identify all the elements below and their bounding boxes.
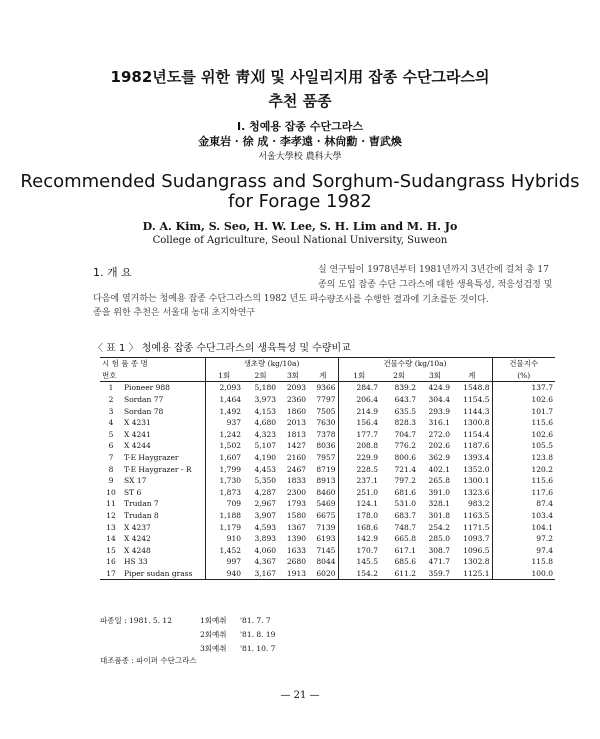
table-row <box>100 510 555 522</box>
title-line-1: 1982년도를 위한 靑刈 및 사일리지用 잡종 수단그라스의 <box>110 68 490 86</box>
cut-2-date: '81. 8. 19 <box>240 630 276 639</box>
table-cell: 6193 <box>316 534 336 544</box>
table-cell: Trudan 7 <box>124 499 159 509</box>
table-cell: 1154.5 <box>463 395 490 405</box>
table-row <box>100 498 555 510</box>
table-cell: X 4244 <box>124 441 151 451</box>
table-row <box>100 394 555 406</box>
table-cell: 683.7 <box>394 511 416 521</box>
table-cell: 168.6 <box>338 521 380 533</box>
table-cell: 997 <box>205 556 243 568</box>
table-cell: 1913 <box>278 568 308 580</box>
table-row <box>100 556 555 568</box>
table-cell: 7505 <box>316 406 336 416</box>
table-cell: 8719 <box>316 464 336 474</box>
table-cell: 2160 <box>286 453 306 463</box>
table-cell: 2360 <box>286 395 306 405</box>
table-cell: 7378 <box>316 429 336 439</box>
table-cell: 285.0 <box>428 534 450 544</box>
table-row <box>100 417 555 429</box>
table-cell: 402.1 <box>428 464 450 474</box>
table-cell: 293.9 <box>428 406 450 416</box>
table-cell: 206.4 <box>338 394 380 406</box>
header-variety: 시 험 품 종 명 <box>100 358 205 370</box>
table-cell: 1367 <box>286 522 306 532</box>
table-row <box>100 545 555 557</box>
table-cell: 1323.6 <box>463 487 490 497</box>
table-cell: 115.6 <box>492 417 555 429</box>
english-title-line-1: Recommended Sudangrass and Sorghum-Sudangrass Hybrids <box>20 171 580 192</box>
table-cell: 1,464 <box>205 394 243 406</box>
table-cell: 1125.1 <box>452 568 492 580</box>
table-cell: 115.8 <box>492 556 555 568</box>
table-cell: 10 <box>106 487 116 497</box>
table-row <box>100 429 555 441</box>
table-cell: 1833 <box>286 476 306 486</box>
table-cell: 137.7 <box>492 382 555 394</box>
table-row <box>100 568 555 580</box>
table-cell: X 4231 <box>124 418 151 428</box>
table-cell: T-E Haygrazer <box>124 453 179 463</box>
table-cell: 1,242 <box>205 429 243 441</box>
table-cell: 531.0 <box>394 499 416 509</box>
part-title: I. 청예용 잡종 수단그라스 <box>236 120 364 133</box>
table-cell: 7145 <box>316 545 336 555</box>
table-row <box>100 475 555 487</box>
table-cell: 102.6 <box>492 429 555 441</box>
header-dry-cut-2: 2회 <box>380 370 418 382</box>
table-cell: 115.6 <box>492 475 555 487</box>
english-title-line-2: for Forage 1982 <box>228 191 372 212</box>
table-cell: 6 <box>108 441 114 451</box>
table-cell: 1633 <box>286 545 306 555</box>
table-cell: 7139 <box>316 522 336 532</box>
table-cell: 1793 <box>286 499 306 509</box>
table-cell: 9 <box>108 476 114 486</box>
table-cell: 1580 <box>286 511 306 521</box>
table-cell: Piper sudan grass <box>122 568 205 580</box>
table-cell: 102.6 <box>492 394 555 406</box>
table-cell: 4,453 <box>254 464 276 474</box>
table-cell: 709 <box>205 498 243 510</box>
header-cut-2: 2회 <box>243 370 278 382</box>
table-cell: 1300.8 <box>463 418 490 428</box>
table-cell: 170.7 <box>338 545 380 557</box>
table-cell: 3,167 <box>243 568 278 580</box>
table-cell: 9366 <box>316 383 336 393</box>
table-cell: 202.6 <box>428 441 450 451</box>
affiliation-korean: 서울大學校 農科大學 <box>258 152 342 162</box>
table-cell: 362.9 <box>428 453 450 463</box>
table-cell: Sordan 78 <box>124 406 164 416</box>
header-total: 계 <box>308 370 338 382</box>
table-cell: 14 <box>106 534 116 544</box>
header-number: 번호 <box>100 370 122 382</box>
table-cell: 4,190 <box>254 453 276 463</box>
table-cell: 178.0 <box>338 510 380 522</box>
table-cell: 177.7 <box>338 429 380 441</box>
header-cut-3: 3회 <box>278 370 308 382</box>
table-cell: 5,180 <box>254 383 276 393</box>
cut-1-label: 1회예취 <box>200 616 227 625</box>
table-row <box>100 440 555 452</box>
table-cell: 8036 <box>316 441 336 451</box>
table-cell: 748.7 <box>394 522 416 532</box>
table-cell: 1096.5 <box>463 545 490 555</box>
table-cell: 471.7 <box>428 557 450 567</box>
table-cell: 4,287 <box>254 487 276 497</box>
table-cell: 1,730 <box>205 475 243 487</box>
table-header-row-1 <box>100 358 555 370</box>
header-dry-total: 계 <box>452 370 492 382</box>
table-cell: X 4237 <box>124 522 151 532</box>
table-row <box>100 487 555 499</box>
table-cell: 424.9 <box>428 383 450 393</box>
header-cut-1: 1회 <box>205 370 243 382</box>
table-cell: 1352.0 <box>463 464 490 474</box>
table-cell: 2,093 <box>205 382 243 394</box>
table-cell: 15 <box>106 545 116 555</box>
table-row <box>100 521 555 533</box>
table-cell: 100.0 <box>492 568 555 580</box>
table-cell: 1300.1 <box>463 476 490 486</box>
table-cell: 1,607 <box>205 452 243 464</box>
table-cell: 1093.7 <box>463 534 490 544</box>
table-cell: 4,060 <box>254 545 276 555</box>
table-cell: 6675 <box>316 511 336 521</box>
table-cell: 828.3 <box>394 418 416 428</box>
table-cell: 910 <box>205 533 243 545</box>
table-cell: 316.1 <box>428 418 450 428</box>
table-cell: 13 <box>106 522 116 532</box>
table-cell: 1,188 <box>205 510 243 522</box>
table-cell: 328.1 <box>428 499 450 509</box>
table-cell: 7957 <box>316 453 336 463</box>
table-cell: 154.2 <box>338 568 380 580</box>
cut-2-label: 2회예취 <box>200 630 227 639</box>
table-cell: 304.4 <box>428 395 450 405</box>
affiliation-english: College of Agriculture, Seoul National University, Suweon <box>152 235 448 246</box>
table-row <box>100 463 555 475</box>
table-cell: 2300 <box>286 487 306 497</box>
header-dry-yield: 건물수량 (kg/10a) <box>338 358 492 370</box>
table-cell: 1,873 <box>205 487 243 499</box>
table-cell: 1302.8 <box>463 557 490 567</box>
table-cell: X 4248 <box>124 545 151 555</box>
table-cell: 12 <box>106 511 116 521</box>
table-cell: 1,799 <box>205 463 243 475</box>
table-row <box>100 452 555 464</box>
table-cell: 643.7 <box>394 395 416 405</box>
table-cell: 704.7 <box>394 429 416 439</box>
table-cell: 940 <box>205 568 243 580</box>
table-cell: 4 <box>108 418 114 428</box>
table-cell: 16 <box>106 557 116 567</box>
table-cell: 2013 <box>286 418 306 428</box>
sowing-date: 파종일 : 1981. 5. 12 <box>100 616 172 625</box>
table-cell: 2467 <box>286 464 306 474</box>
page-number: — 21 — <box>280 690 320 701</box>
table-cell: 2093 <box>286 383 306 393</box>
table-cell: 301.8 <box>428 511 450 521</box>
table-cell: 2,967 <box>254 499 276 509</box>
table-cell: 797.2 <box>394 476 416 486</box>
table-cell: 391.0 <box>428 487 450 497</box>
table-cell: 611.2 <box>380 568 418 580</box>
table-cell: 1187.6 <box>463 441 490 451</box>
table-cell: Sordan 77 <box>124 395 164 405</box>
table-row <box>100 533 555 545</box>
table-cell: 617.1 <box>394 545 416 555</box>
table-cell: 97.4 <box>492 545 555 557</box>
title-line-2: 추천 품종 <box>268 92 332 110</box>
table-cell: 97.2 <box>492 533 555 545</box>
table-cell: 4,367 <box>254 557 276 567</box>
table-cell: 105.5 <box>492 440 555 452</box>
table-cell: 1163.5 <box>463 511 490 521</box>
table-cell: 7797 <box>316 395 336 405</box>
table-cell: 2680 <box>286 557 306 567</box>
table-cell: 800.6 <box>394 453 416 463</box>
table-cell: 1,179 <box>205 521 243 533</box>
table-cell: 8044 <box>316 557 336 567</box>
cut-1-date: '81. 7. 7 <box>240 616 271 625</box>
table-cell: 156.4 <box>338 417 380 429</box>
table-cell: 983.2 <box>468 499 490 509</box>
header-dry-index: 건물지수 <box>492 358 555 370</box>
table-cell: 3 <box>108 406 114 416</box>
header-fresh-yield: 생초량 (kg/10a) <box>205 358 338 370</box>
table-cell: 685.6 <box>394 557 416 567</box>
table-cell: 3,907 <box>254 511 276 521</box>
table-caption: 〈 표 1 〉 청예용 잡종 수단그라스의 생육특성 및 수량비교 <box>93 343 351 354</box>
table-cell: 8460 <box>316 487 336 497</box>
table-cell: 87.4 <box>492 498 555 510</box>
table-cell: 272.0 <box>428 429 450 439</box>
table-cell: ST 6 <box>124 487 142 497</box>
table-cell: 1171.5 <box>463 522 490 532</box>
table-row <box>100 405 555 417</box>
table-cell: 4,680 <box>254 418 276 428</box>
table-cell: 635.5 <box>394 406 416 416</box>
table-cell: 254.2 <box>428 522 450 532</box>
table-cell: 1860 <box>286 406 306 416</box>
table-cell: Trudan 8 <box>124 511 159 521</box>
table-cell: 1548.8 <box>463 383 490 393</box>
table-cell: 120.2 <box>492 463 555 475</box>
table-cell: 1,502 <box>205 440 243 452</box>
table-cell: X 4242 <box>124 534 151 544</box>
table-cell: 5 <box>108 429 114 439</box>
table-cell: 124.1 <box>338 498 380 510</box>
table-cell: X 4241 <box>124 429 151 439</box>
table-notes <box>100 614 275 656</box>
table-cell: 4,593 <box>254 522 276 532</box>
table-cell: 665.8 <box>394 534 416 544</box>
table-cell: 3,973 <box>254 395 276 405</box>
table-cell: 214.9 <box>338 405 380 417</box>
table-cell: 681.6 <box>394 487 416 497</box>
table-cell: 101.7 <box>492 405 555 417</box>
table-cell: 1813 <box>286 429 306 439</box>
table-cell: 1144.3 <box>463 406 490 416</box>
table-cell: 7630 <box>316 418 336 428</box>
table-cell: 1390 <box>286 534 306 544</box>
table-cell: 359.7 <box>418 568 452 580</box>
table-cell: 6020 <box>308 568 338 580</box>
table-header-row-2 <box>100 370 555 382</box>
table-cell: 142.9 <box>338 533 380 545</box>
table-cell: 229.9 <box>338 452 380 464</box>
table-cell: 5,107 <box>254 441 276 451</box>
yield-table <box>100 357 555 580</box>
table-cell: 123.8 <box>492 452 555 464</box>
section-heading: 1. 개 요 <box>93 266 132 279</box>
table-cell: 776.2 <box>394 441 416 451</box>
intro-paragraph-right: 실 연구팀이 1978년부터 1981년까지 3년간에 걸쳐 총 17종의 도입 잡종 수단 그라스에 대한 생육특성, 적응성검정 및 수량조사를 수행한 결과에 기초를둔 것이다. <box>318 265 553 305</box>
table-cell: 1393.4 <box>463 453 490 463</box>
table-cell: 8913 <box>316 476 336 486</box>
control-variety-note: 대조품종 : 파이퍼 수단그라스 <box>100 656 197 665</box>
table-cell: 17 <box>100 568 122 580</box>
table-cell: 237.1 <box>338 475 380 487</box>
table-cell: 3,893 <box>254 534 276 544</box>
intro-paragraph-left: 다음에 열거하는 청예용 잡종 수단그라스의 1982 년도 파종을 위한 추천은 서울대 농대 초지학연구 <box>93 294 319 318</box>
table-cell: 839.2 <box>394 383 416 393</box>
table-cell: 208.8 <box>338 440 380 452</box>
header-percent: (%) <box>492 370 555 382</box>
table-cell: 7 <box>108 453 114 463</box>
table-cell: 284.7 <box>338 382 380 394</box>
table-cell: 4,323 <box>254 429 276 439</box>
table-cell: 308.7 <box>428 545 450 555</box>
table-cell: 251.0 <box>338 487 380 499</box>
table-cell: 2 <box>108 395 114 405</box>
table-cell: 228.5 <box>338 463 380 475</box>
authors-english: D. A. Kim, S. Seo, H. W. Lee, S. H. Lim and M. H. Jo <box>142 220 458 233</box>
header-dry-cut-3: 3회 <box>418 370 452 382</box>
cut-3-label: 3회예취 <box>200 644 227 653</box>
table-cell: Pioneer 988 <box>124 383 170 393</box>
table-cell: 937 <box>205 417 243 429</box>
table-cell: SX 17 <box>124 476 147 486</box>
table-cell: 117.6 <box>492 487 555 499</box>
authors-korean: 金東岩 · 徐 成 · 李孝遠 · 林尙勳 · 曺武煥 <box>198 135 402 148</box>
table-row <box>100 382 555 394</box>
table-cell: 1427 <box>286 441 306 451</box>
table-cell: 265.8 <box>428 476 450 486</box>
table-cell: 1,492 <box>205 405 243 417</box>
table-cell: 104.1 <box>492 521 555 533</box>
table-cell: 721.4 <box>394 464 416 474</box>
table-cell: 1154.4 <box>463 429 490 439</box>
header-dry-cut-1: 1회 <box>338 370 380 382</box>
table-cell: 8 <box>108 464 114 474</box>
table-cell: 5,350 <box>254 476 276 486</box>
table-cell: 1,452 <box>205 545 243 557</box>
table-cell: 5469 <box>316 499 336 509</box>
table-cell: 145.5 <box>338 556 380 568</box>
table-cell: 4,153 <box>254 406 276 416</box>
table-cell: T-E Haygrazer - R <box>124 464 192 474</box>
cut-3-date: '81. 10. 7 <box>240 644 276 653</box>
table-cell: 11 <box>106 499 116 509</box>
table-cell: HS 33 <box>124 557 148 567</box>
table-cell: 1 <box>108 383 114 393</box>
table-cell: 103.4 <box>492 510 555 522</box>
